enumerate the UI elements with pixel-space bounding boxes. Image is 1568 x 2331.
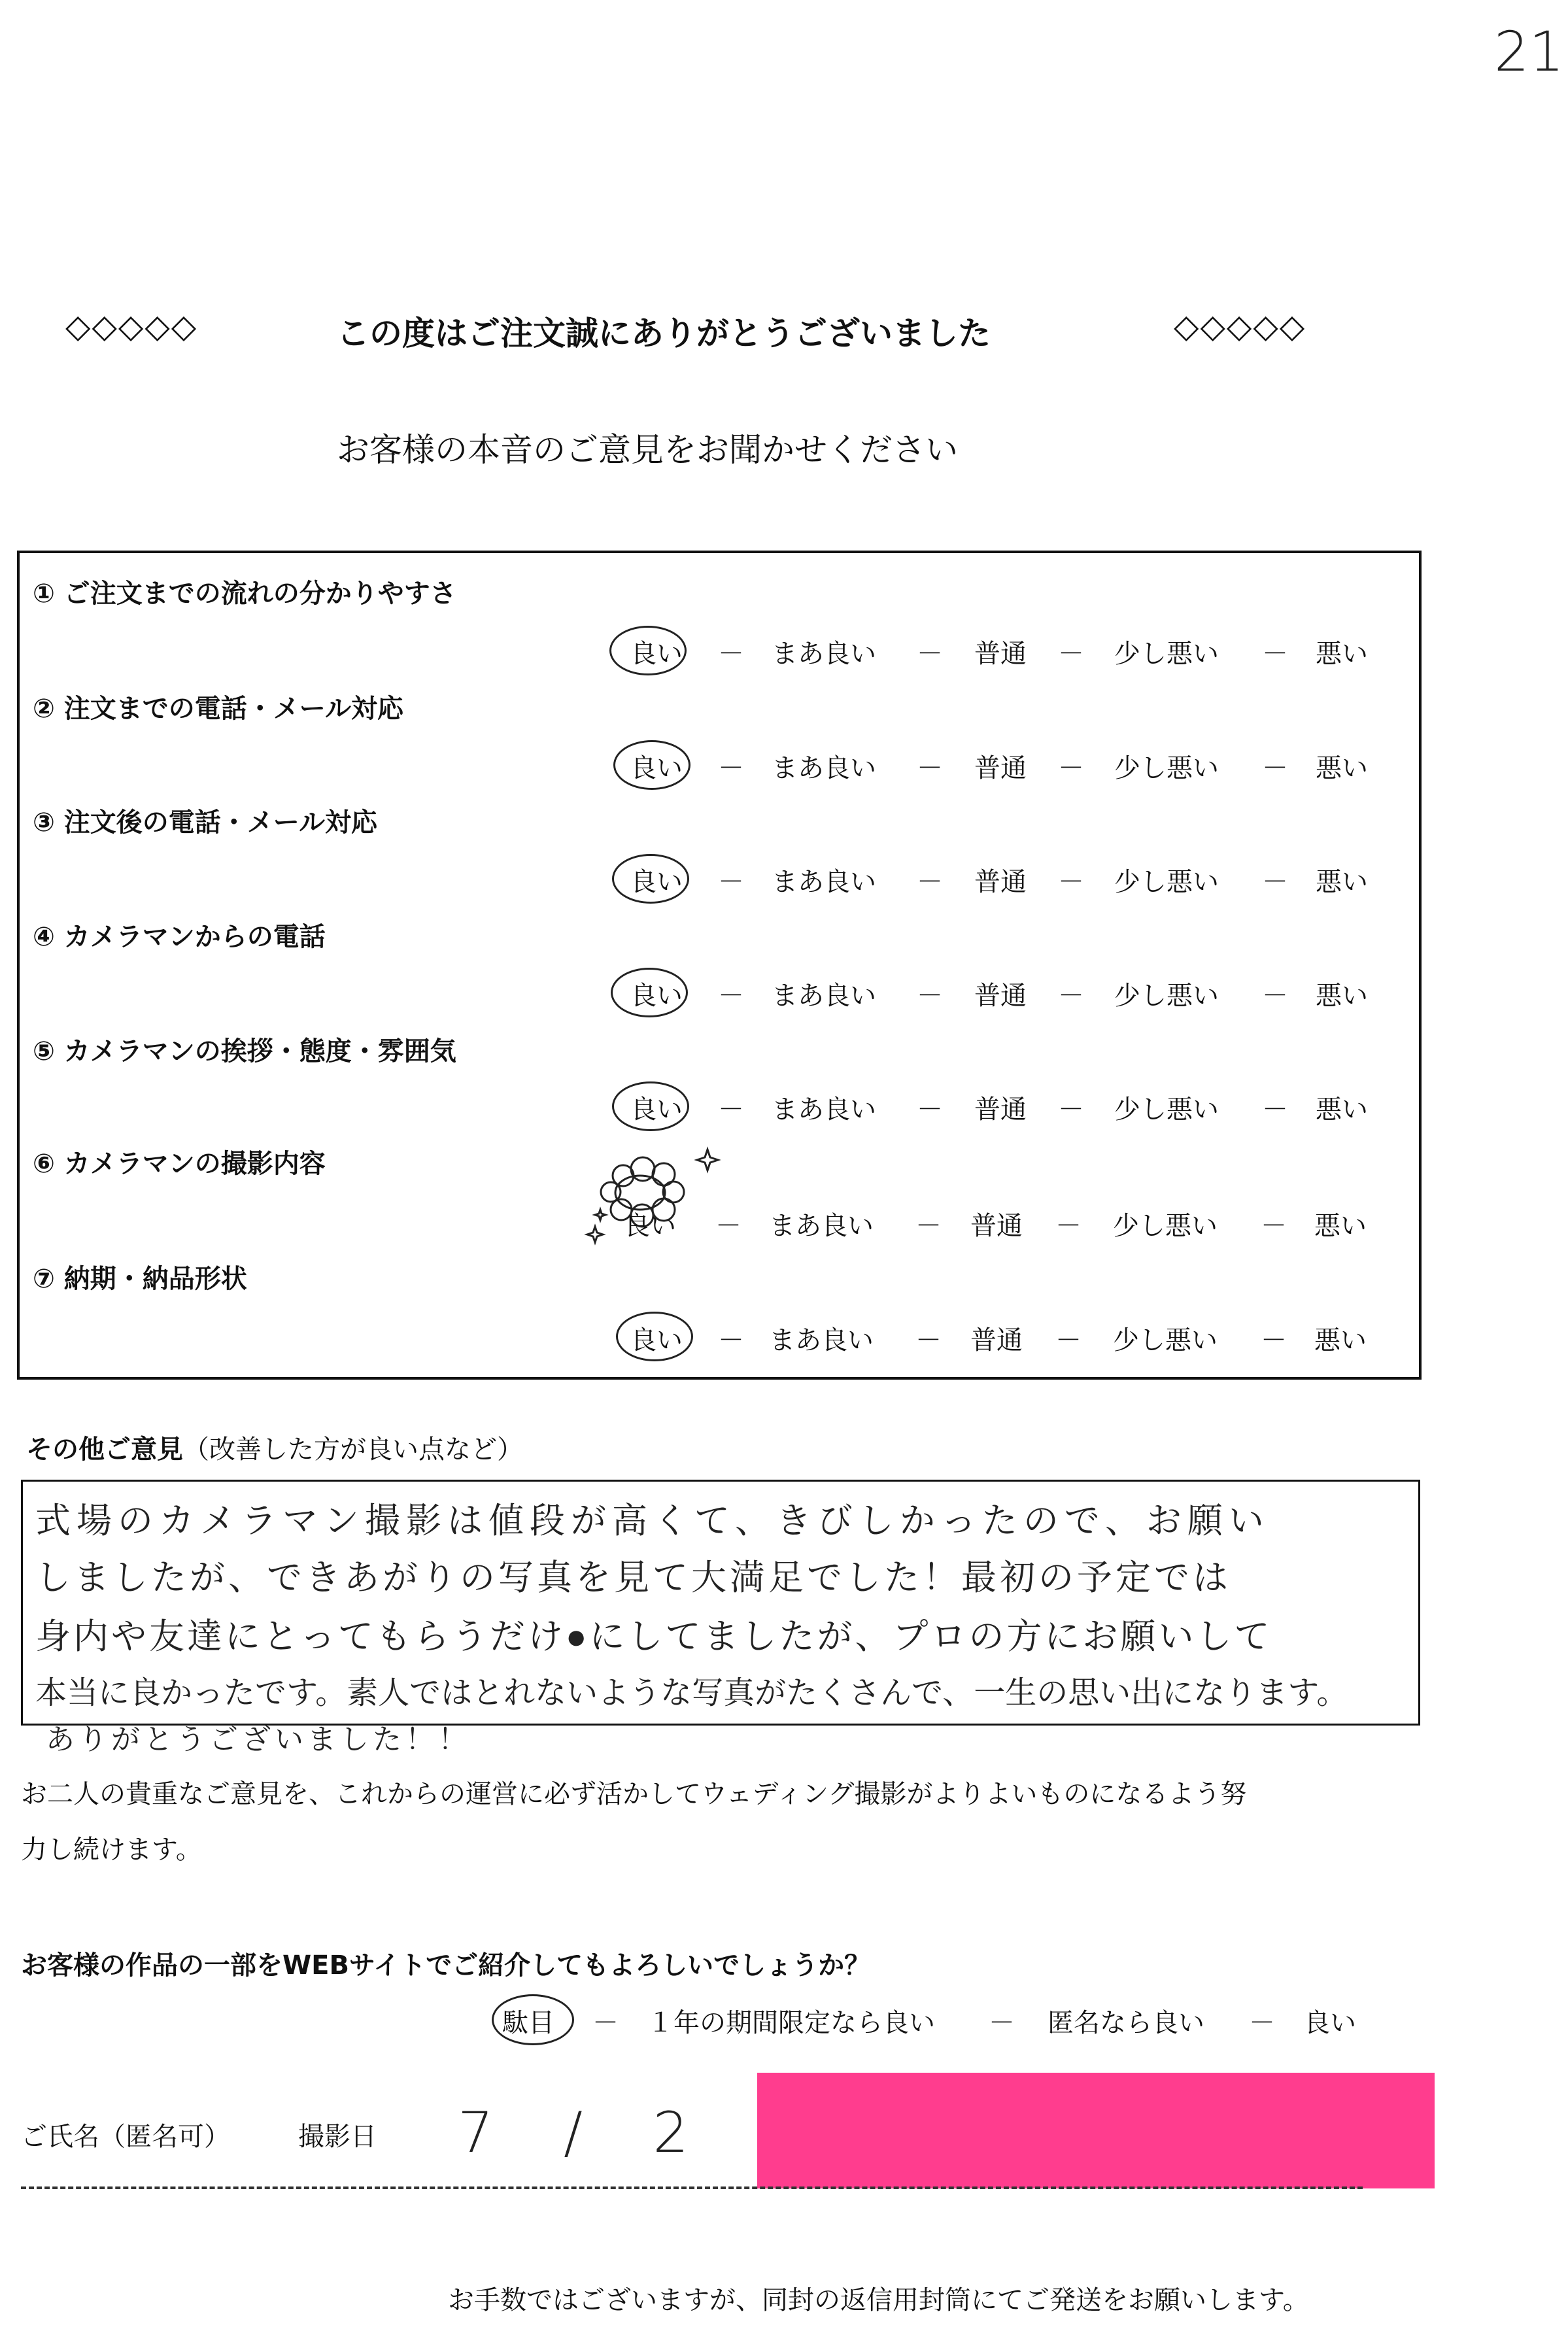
thanks-message-line: 力し続けます。	[21, 1835, 202, 1865]
rating-option[interactable]: 少し悪い	[1114, 981, 1219, 1011]
handwritten-line: 本当に良かったです。素人ではとれないような写真がたくさんで、一生の思い出になります。	[35, 1675, 1348, 1711]
page-number: 21	[1494, 20, 1564, 84]
rating-separator: －	[1262, 981, 1288, 1011]
rating-separator: －	[1262, 1095, 1288, 1125]
rating-separator: －	[1261, 1211, 1287, 1241]
rating-option[interactable]: 普通	[974, 753, 1027, 783]
decoration-left: ◇◇◇◇◇	[65, 307, 198, 345]
rating-separator: －	[915, 1325, 942, 1355]
decoration-right: ◇◇◇◇◇	[1174, 307, 1306, 345]
rating-separator: －	[917, 981, 943, 1011]
rating-option[interactable]: 悪い	[1316, 1095, 1368, 1125]
rating-separator: －	[718, 753, 744, 783]
rating-option[interactable]: 悪い	[1316, 753, 1368, 783]
page-subtitle: お客様の本音のご意見をお聞かせください	[337, 431, 958, 469]
rating-option[interactable]: 少し悪い	[1114, 639, 1219, 669]
web-permission-question: お客様の作品の一部をWEBサイトでご紹介してもよろしいでしょうか？	[21, 1950, 871, 1981]
rating-separator: －	[718, 639, 744, 669]
rating-separator: －	[917, 867, 943, 897]
other-opinions-title	[26, 1429, 523, 1466]
rating-option[interactable]: 少し悪い	[1114, 1095, 1219, 1125]
web-option[interactable]: 匿名なら良い	[1048, 2008, 1204, 2038]
question-label: ① ご注文までの流れの分かりやすさ	[33, 579, 456, 609]
redaction-block	[757, 2073, 1435, 2188]
rating-option[interactable]: 普通	[970, 1211, 1023, 1241]
thanks-message-line: お二人の貴重なご意見を、これからの運営に必ず活かしてウェディング撮影がよりよいものになるよう努	[21, 1779, 1247, 1809]
name-label: ご氏名（匿名可）	[21, 2122, 230, 2152]
handwritten-line: 身内や友達にとってもらうだけ●にしてましたが、プロの方にお願いして	[35, 1616, 1272, 1657]
rating-separator: －	[1262, 639, 1288, 669]
other-opinions-heading: その他ご意見	[26, 1435, 183, 1465]
rating-separator: －	[915, 1211, 942, 1241]
rating-separator: －	[718, 1325, 744, 1355]
rating-option[interactable]: 良い	[630, 1325, 683, 1355]
rating-option[interactable]: 普通	[974, 867, 1027, 897]
shoot-date-label: 撮影日	[298, 2122, 377, 2152]
question-label: ⑦ 納期・納品形状	[33, 1264, 247, 1294]
question-label: ⑤ カメラマンの挨拶・態度・雰囲気	[33, 1036, 456, 1066]
rating-option[interactable]: 普通	[974, 1095, 1027, 1125]
shoot-date-value[interactable]: 7 / 2	[458, 2100, 715, 2166]
rating-separator: －	[1055, 1325, 1082, 1355]
rating-option[interactable]: 普通	[970, 1325, 1023, 1355]
rating-separator: －	[718, 981, 744, 1011]
rating-option[interactable]: 普通	[974, 639, 1027, 669]
rating-option[interactable]: 悪い	[1316, 867, 1368, 897]
rating-separator: －	[917, 753, 943, 783]
handwritten-line: ありがとうございました！！	[46, 1723, 471, 1756]
web-option[interactable]: 良い	[1304, 2008, 1356, 2038]
rating-option[interactable]: まあ良い	[769, 1211, 874, 1241]
rating-option[interactable]: まあ良い	[769, 1325, 874, 1355]
rating-separator: －	[1262, 867, 1288, 897]
rating-separator: －	[1058, 867, 1084, 897]
rating-separator: －	[917, 1095, 943, 1125]
rating-separator: －	[718, 1095, 744, 1125]
rating-option[interactable]: 少し悪い	[1114, 753, 1219, 783]
rating-option[interactable]: まあ良い	[772, 639, 876, 669]
rating-separator: －	[917, 639, 943, 669]
rating-separator: －	[1058, 753, 1084, 783]
rating-option[interactable]: 良い	[624, 1211, 676, 1241]
rating-option[interactable]: 良い	[630, 867, 683, 897]
rating-option[interactable]: 良い	[630, 1095, 683, 1125]
handwritten-line: 式場のカメラマン撮影は値段が高くて、きびしかったので、お願い	[35, 1500, 1270, 1541]
web-separator: －	[1249, 2008, 1275, 2038]
rating-separator: －	[1058, 981, 1084, 1011]
question-label: ⑥ カメラマンの撮影内容	[33, 1149, 326, 1179]
rating-separator: －	[715, 1211, 741, 1241]
rating-separator: －	[1058, 639, 1084, 669]
handwritten-line: しましたが、できあがりの写真を見て大満足でした！最初の予定では	[35, 1557, 1231, 1598]
question-label: ② 注文までの電話・メール対応	[33, 694, 403, 724]
rating-option[interactable]: 少し悪い	[1113, 1211, 1218, 1241]
rating-option[interactable]: 悪い	[1316, 981, 1368, 1011]
rating-option[interactable]: 悪い	[1314, 1325, 1367, 1355]
rating-separator: －	[1262, 753, 1288, 783]
rating-option[interactable]: まあ良い	[772, 1095, 876, 1125]
web-separator: －	[592, 2008, 619, 2038]
web-separator: －	[989, 2008, 1015, 2038]
rating-option[interactable]: 良い	[630, 639, 683, 669]
rating-separator: －	[718, 867, 744, 897]
rating-option[interactable]: 普通	[974, 981, 1027, 1011]
question-label: ④ カメラマンからの電話	[33, 922, 326, 952]
other-opinions-hint: （改善した方が良い点など）	[183, 1435, 523, 1465]
rating-separator: －	[1261, 1325, 1287, 1355]
rating-option[interactable]: 悪い	[1316, 639, 1368, 669]
signature-line	[21, 2186, 1363, 2189]
question-label: ③ 注文後の電話・メール対応	[33, 808, 377, 838]
rating-option[interactable]: 悪い	[1314, 1211, 1367, 1241]
rating-separator: －	[1055, 1211, 1082, 1241]
rating-option[interactable]: まあ良い	[772, 753, 876, 783]
rating-option[interactable]: 少し悪い	[1113, 1325, 1218, 1355]
rating-option[interactable]: 良い	[630, 981, 683, 1011]
rating-separator: －	[1058, 1095, 1084, 1125]
footer-note: お手数ではございますが、同封の返信用封筒にてご発送をお願いします。	[448, 2285, 1309, 2315]
rating-option[interactable]: 少し悪い	[1114, 867, 1219, 897]
web-option[interactable]: １年の期間限定なら良い	[647, 2008, 935, 2038]
web-option[interactable]: 駄目	[502, 2008, 554, 2038]
rating-option[interactable]: まあ良い	[772, 981, 876, 1011]
rating-option[interactable]: 良い	[630, 753, 683, 783]
page-title: この度はご注文誠にありがとうございました	[337, 315, 991, 352]
rating-option[interactable]: まあ良い	[772, 867, 876, 897]
